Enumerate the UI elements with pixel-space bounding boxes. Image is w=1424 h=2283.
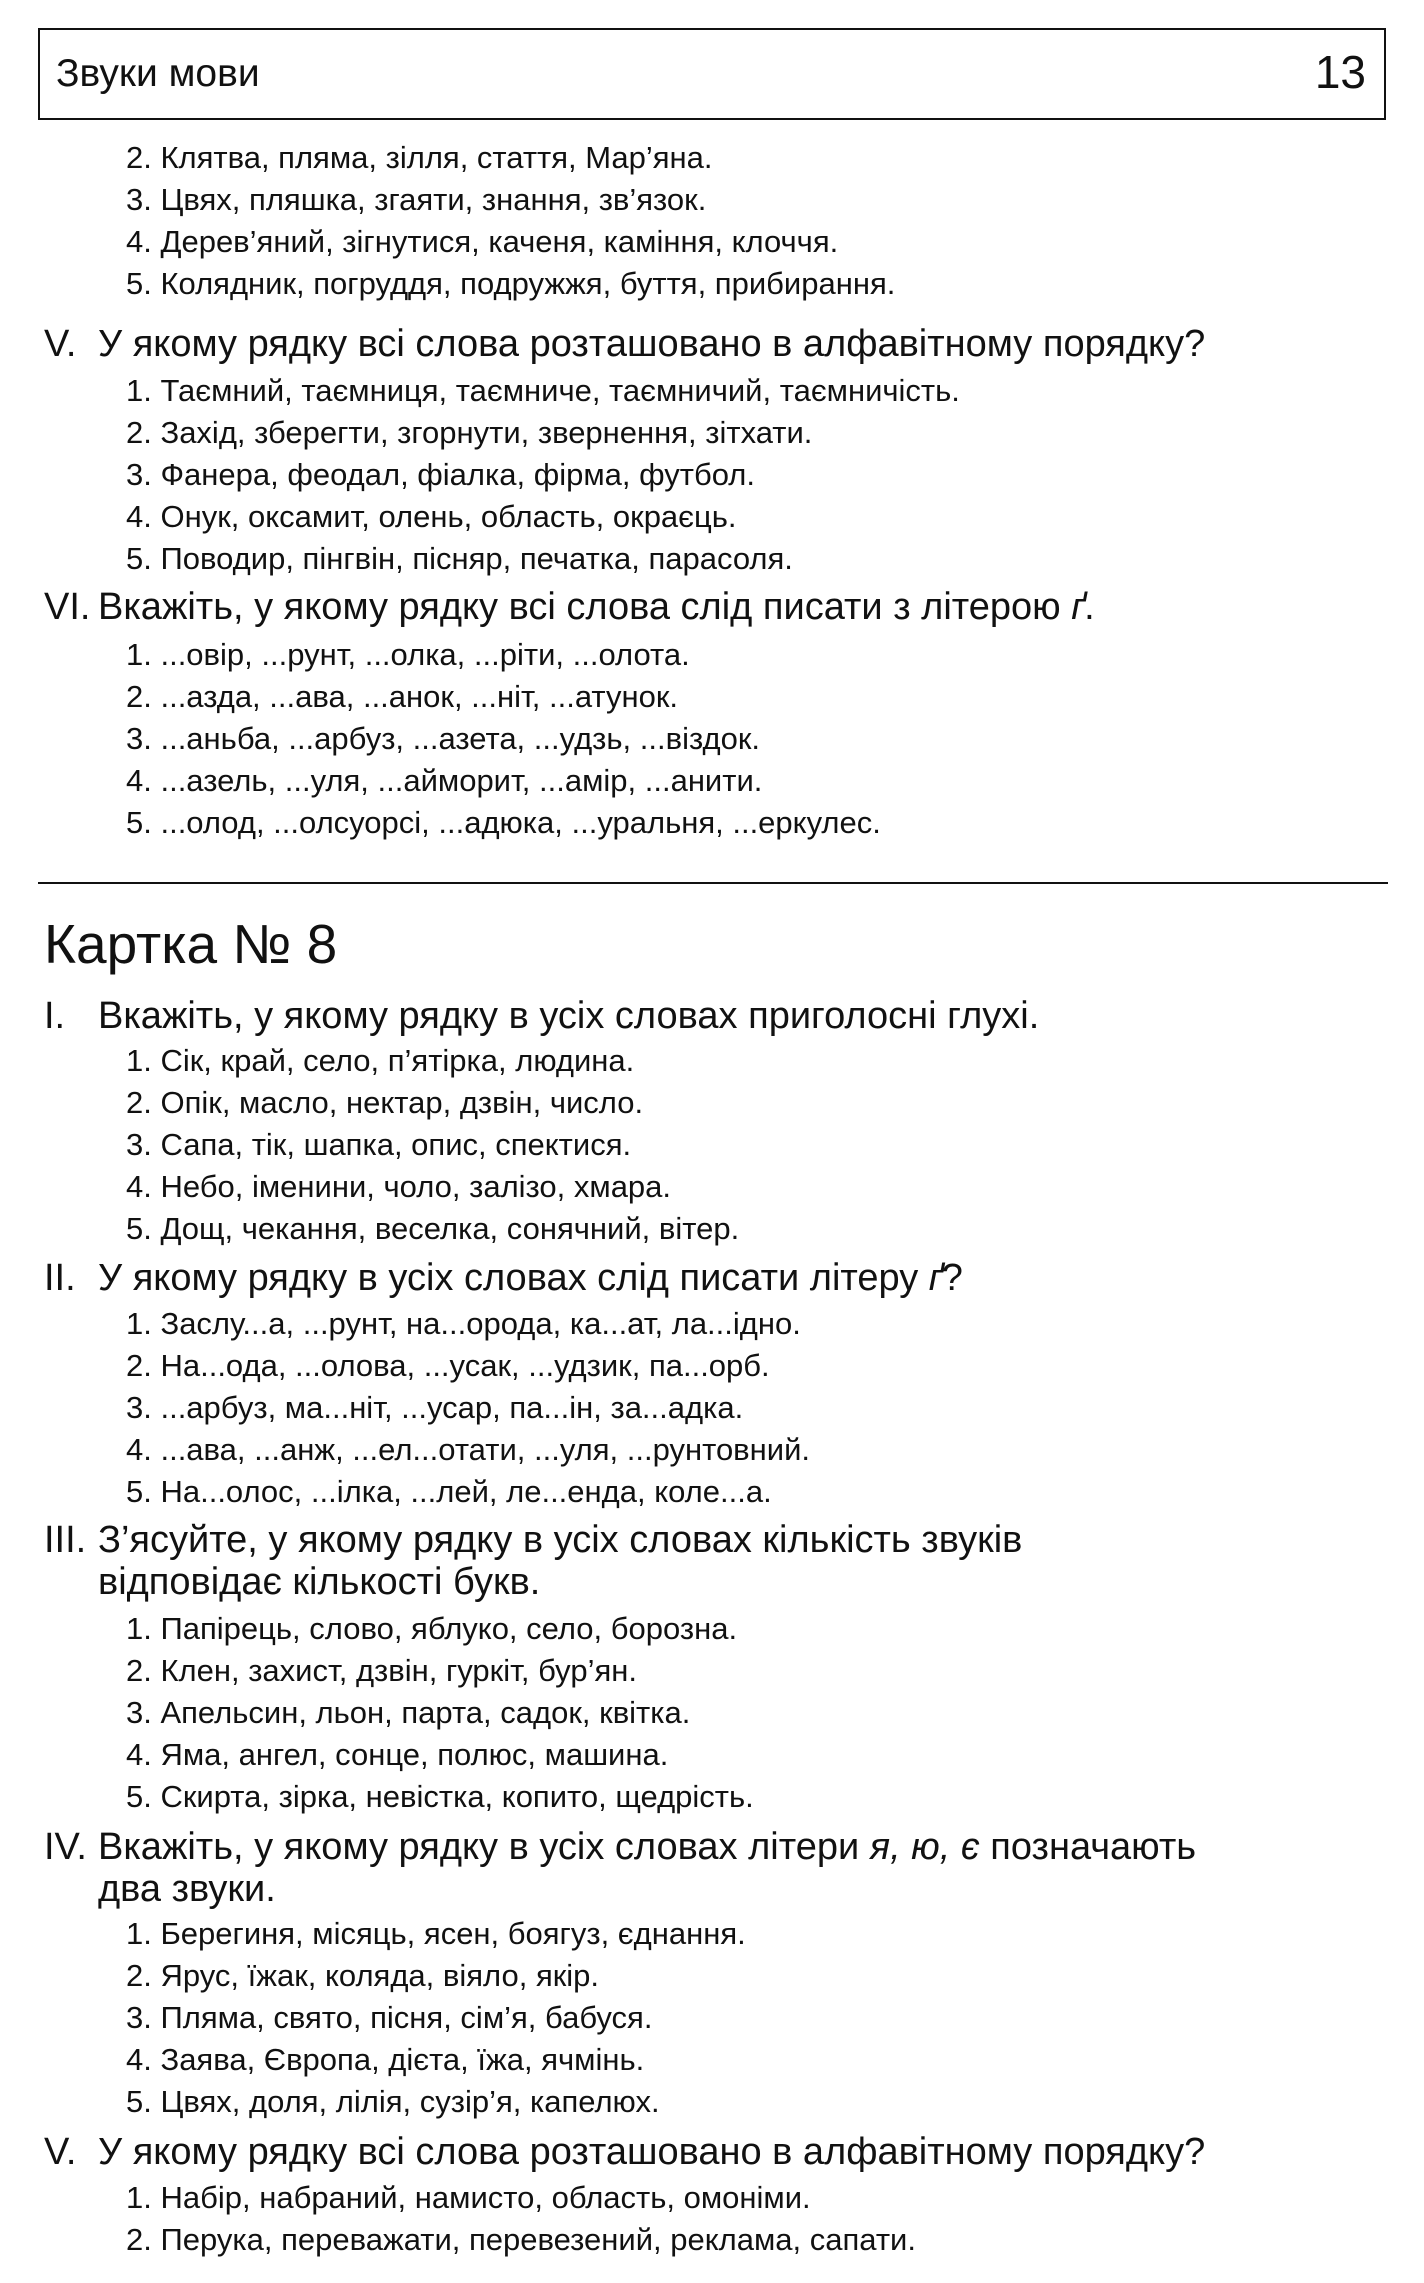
option-line: 1. Берегиня, місяць, ясен, боягуз, єднання. [126, 1916, 746, 1951]
question-number: III. [44, 1519, 87, 1561]
option-line: 2. Захід, зберегти, згорнути, звернення, зітхати. [126, 415, 813, 450]
question-text: У якому рядку всі слова розташовано в алфавітному порядку? [98, 2131, 1206, 2173]
question-text [98, 1825, 1196, 1869]
option-line: 2. Ярус, їжак, коляда, віяло, якір. [126, 1958, 600, 1993]
option-line: 3. ...аньба, ...арбуз, ...азета, ...удзь, ...віздок. [126, 721, 761, 756]
question-number: VI. [44, 586, 91, 628]
question-number: V. [44, 2131, 77, 2173]
option-line: 5. Скирта, зірка, невістка, копито, щедрість. [126, 1779, 754, 1814]
chapter-title: Звуки мови [56, 52, 260, 95]
option-line: 1. Заслу...а, ...рунт, на...орода, ка...ат, ла...ідно. [126, 1306, 801, 1341]
question-letter: ґ [1071, 586, 1085, 628]
question-number: V. [44, 323, 77, 365]
question-text-after: ? [941, 1257, 963, 1299]
option-line: 5. Колядник, погруддя, подружжя, буття, прибирання. [126, 266, 896, 301]
option-line: 5. ...олод, ...олсуорсі, ...адюка, ...уральня, ...еркулес. [126, 805, 881, 840]
option-line: 1. Набір, набраний, намисто, область, омоніми. [126, 2180, 811, 2215]
page-header [38, 28, 1386, 120]
option-line: 2. На...ода, ...олова, ...усак, ...удзик, па...орб. [126, 1348, 770, 1383]
option-line: 2. Перука, переважати, перевезений, реклама, сапати. [126, 2222, 916, 2257]
option-line: 4. Дерев’яний, зігнутися, каченя, каміння, клоччя. [126, 224, 839, 259]
question-text: два звуки. [98, 1868, 276, 1910]
option-line: 1. Папірець, слово, яблуко, село, борозна. [126, 1611, 738, 1646]
option-line: 2. Опік, масло, нектар, дзвін, число. [126, 1085, 644, 1120]
option-line: 4. ...ава, ...анж, ...ел...отати, ...уля, ...рунтовний. [126, 1432, 811, 1467]
question-number: IV. [44, 1826, 87, 1868]
question-letters: я, ю, є [869, 1826, 980, 1868]
question-text [98, 1256, 963, 1300]
option-line: 3. Цвях, пляшка, згаяти, знання, зв’язок. [126, 182, 707, 217]
option-line: 5. Дощ, чекання, веселка, сонячний, вітер. [126, 1211, 740, 1246]
option-line: 4. Яма, ангел, сонце, полюс, машина. [126, 1737, 669, 1772]
option-line: 3. Сапа, тік, шапка, опис, спектися. [126, 1127, 632, 1162]
option-line: 5. Цвях, доля, лілія, сузір’я, капелюх. [126, 2084, 660, 2119]
option-line: 1. Таємний, таємниця, таємниче, таємничий, таємничість. [126, 373, 960, 408]
question-text-before: У якому рядку в усіх словах слід писати літеру [98, 1257, 929, 1299]
question-text: Вкажіть, у якому рядку в усіх словах приголосні глухі. [98, 995, 1040, 1037]
option-line: 1. Сік, край, село, п’ятірка, людина. [126, 1043, 635, 1078]
question-number: I. [44, 995, 66, 1037]
option-line: 2. Клятва, пляма, зілля, стаття, Мар’яна. [126, 140, 713, 175]
page-number: 13 [1314, 46, 1366, 98]
question-text-after: позначають [979, 1826, 1197, 1868]
question-text: З’ясуйте, у якому рядку в усіх словах кількість звуків [98, 1519, 1023, 1561]
option-line: 4. Заява, Європа, дієта, їжа, ячмінь. [126, 2042, 645, 2077]
question-text: відповідає кількості букв. [98, 1561, 541, 1603]
option-line: 4. Онук, оксамит, олень, область, окраєць. [126, 499, 737, 534]
option-line: 3. ...арбуз, ма...ніт, ...усар, па...ін, за...адка. [126, 1390, 744, 1425]
card-title: Картка № 8 [44, 913, 338, 975]
option-line: 3. Апельсин, льон, парта, садок, квітка. [126, 1695, 691, 1730]
question-number: II. [44, 1257, 76, 1299]
option-line: 5. На...олос, ...ілка, ...лей, ле...енда, коле...а. [126, 1474, 772, 1509]
option-line: 2. ...азда, ...ава, ...анок, ...ніт, ...атунок. [126, 679, 678, 714]
option-line: 1. ...овір, ...рунт, ...олка, ...ріти, ...олота. [126, 637, 690, 672]
question-text: У якому рядку всі слова розташовано в алфавітному порядку? [98, 323, 1206, 365]
question-text-before: Вкажіть, у якому рядку в усіх словах літери [98, 1826, 870, 1868]
question-text-before: Вкажіть, у якому рядку всі слова слід писати з літерою [98, 586, 1072, 628]
option-line: 3. Пляма, свято, пісня, сім’я, бабуся. [126, 2000, 653, 2035]
option-line: 3. Фанера, феодал, фіалка, фірма, футбол. [126, 457, 756, 492]
option-line: 4. ...азель, ...уля, ...айморит, ...амір, ...анити. [126, 763, 763, 798]
option-line: 2. Клен, захист, дзвін, гуркіт, бур’ян. [126, 1653, 637, 1688]
option-line: 5. Поводир, пінгвін, пісняр, печатка, парасоля. [126, 541, 793, 576]
question-text [98, 585, 1095, 629]
question-text-after: . [1084, 586, 1095, 628]
section-divider [38, 882, 1388, 884]
option-line: 4. Небо, іменини, чоло, залізо, хмара. [126, 1169, 672, 1204]
question-letter: ґ [928, 1257, 942, 1299]
